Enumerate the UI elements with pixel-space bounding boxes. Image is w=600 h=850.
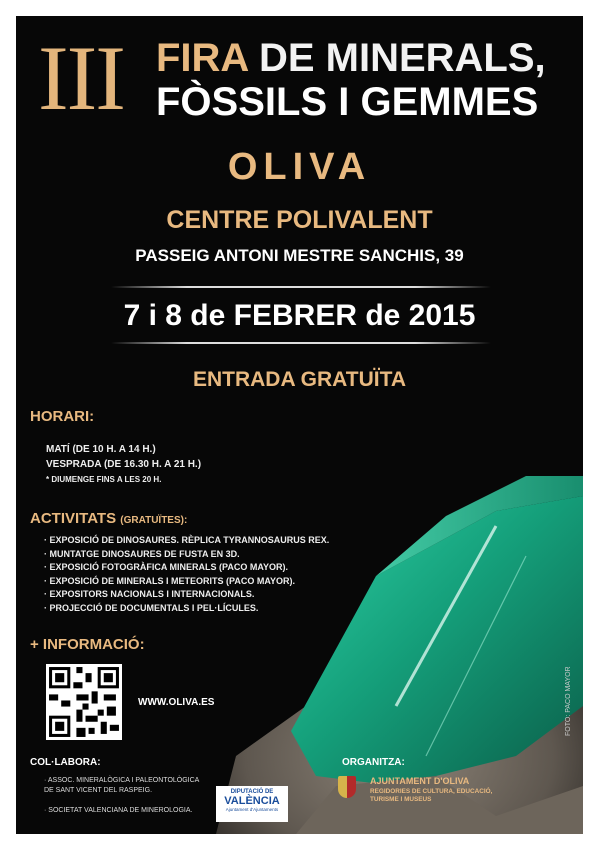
organizer-dept-line: TURISME I MUSEUS bbox=[370, 796, 432, 803]
town-name: OLIVA bbox=[227, 146, 372, 188]
activity-item: · EXPOSICIÓ FOTOGRÀFICA MINERALS (PACO MAYOR). bbox=[44, 562, 289, 573]
organizer-dept-line: REGIDORIES DE CULTURA, EDUCACIÓ, bbox=[370, 788, 493, 795]
organizer-departments bbox=[370, 788, 492, 804]
colabora-list bbox=[44, 776, 204, 816]
diputacio-main: VALÈNCIA bbox=[224, 795, 280, 807]
horari-item: MATÍ (DE 10 H. A 14 H.) bbox=[46, 444, 156, 455]
organitza-heading: ORGANITZA: bbox=[342, 757, 405, 768]
title-line-2: FÒSSILS I GEMMES bbox=[156, 80, 539, 124]
venue-name: CENTRE POLIVALENT bbox=[166, 206, 433, 234]
title-minerals: DE MINERALS, bbox=[258, 36, 546, 80]
info-heading: + INFORMACIÓ: bbox=[30, 636, 145, 653]
activitats-note: (GRATUÏTES): bbox=[120, 515, 188, 526]
colabora-item: · ASSOC. MINERALÒGICA I PALEONTOLÒGICA DE SANT VICENT DEL RASPEIG. bbox=[44, 777, 199, 794]
title-fira: FIRA bbox=[156, 36, 248, 80]
horari-item: * DIUMENGE FINS A LES 20 H. bbox=[46, 475, 162, 484]
activity-item: · EXPOSICIÓ DE MINERALS I METEORITS (PACO MAYOR). bbox=[44, 575, 296, 586]
horari-item: VESPRADA (DE 16.30 H. A 21 H.) bbox=[46, 459, 202, 470]
horari-list bbox=[46, 442, 201, 487]
diputacio-sub: Ajuntament d'Ajuntaments bbox=[225, 807, 279, 812]
activitats-heading bbox=[30, 510, 187, 527]
title-line-1 bbox=[156, 36, 546, 80]
venue-address: PASSEIG ANTONI MESTRE SANCHIS, 39 bbox=[135, 246, 464, 265]
event-dates: 7 i 8 de FEBRER de 2015 bbox=[123, 299, 476, 332]
free-entry: ENTRADA GRATUÏTA bbox=[192, 368, 407, 391]
activity-item: · MUNTATGE DINOSAURES DE FUSTA EN 3D. bbox=[44, 548, 240, 559]
horari-heading: HORARI: bbox=[30, 408, 95, 425]
diputacio-logo bbox=[216, 786, 288, 822]
qr-code-icon bbox=[46, 664, 122, 740]
website-link[interactable]: WWW.OLIVA.ES bbox=[138, 697, 215, 708]
activity-item: · PROJECCIÓ DE DOCUMENTALS I PEL·LÍCULES. bbox=[44, 602, 259, 613]
poster bbox=[16, 16, 583, 834]
divider-bottom bbox=[111, 342, 491, 344]
edition-numeral: III bbox=[38, 27, 124, 129]
divider-top bbox=[111, 286, 491, 288]
photo-credit: FOTO: PACO MAYOR bbox=[565, 666, 572, 736]
oliva-coat-of-arms-icon bbox=[338, 776, 356, 798]
diputacio-top: DIPUTACIÓ DE bbox=[230, 789, 274, 795]
colabora-item: · SOCIETAT VALENCIANA DE MINEROLOGIA. bbox=[44, 807, 193, 814]
activitats-title: ACTIVITATS bbox=[30, 510, 117, 527]
activity-item: · EXPOSITORS NACIONALS I INTERNACIONALS. bbox=[44, 589, 255, 600]
qr-code[interactable] bbox=[46, 664, 122, 740]
organizer-name: AJUNTAMENT D'OLIVA bbox=[370, 776, 470, 786]
activity-item: · EXPOSICIÓ DE DINOSAURES. RÈPLICA TYRANNOSAURUS REX. bbox=[44, 535, 330, 545]
activitats-list bbox=[44, 534, 329, 616]
colabora-heading: COL·LABORA: bbox=[30, 757, 101, 768]
